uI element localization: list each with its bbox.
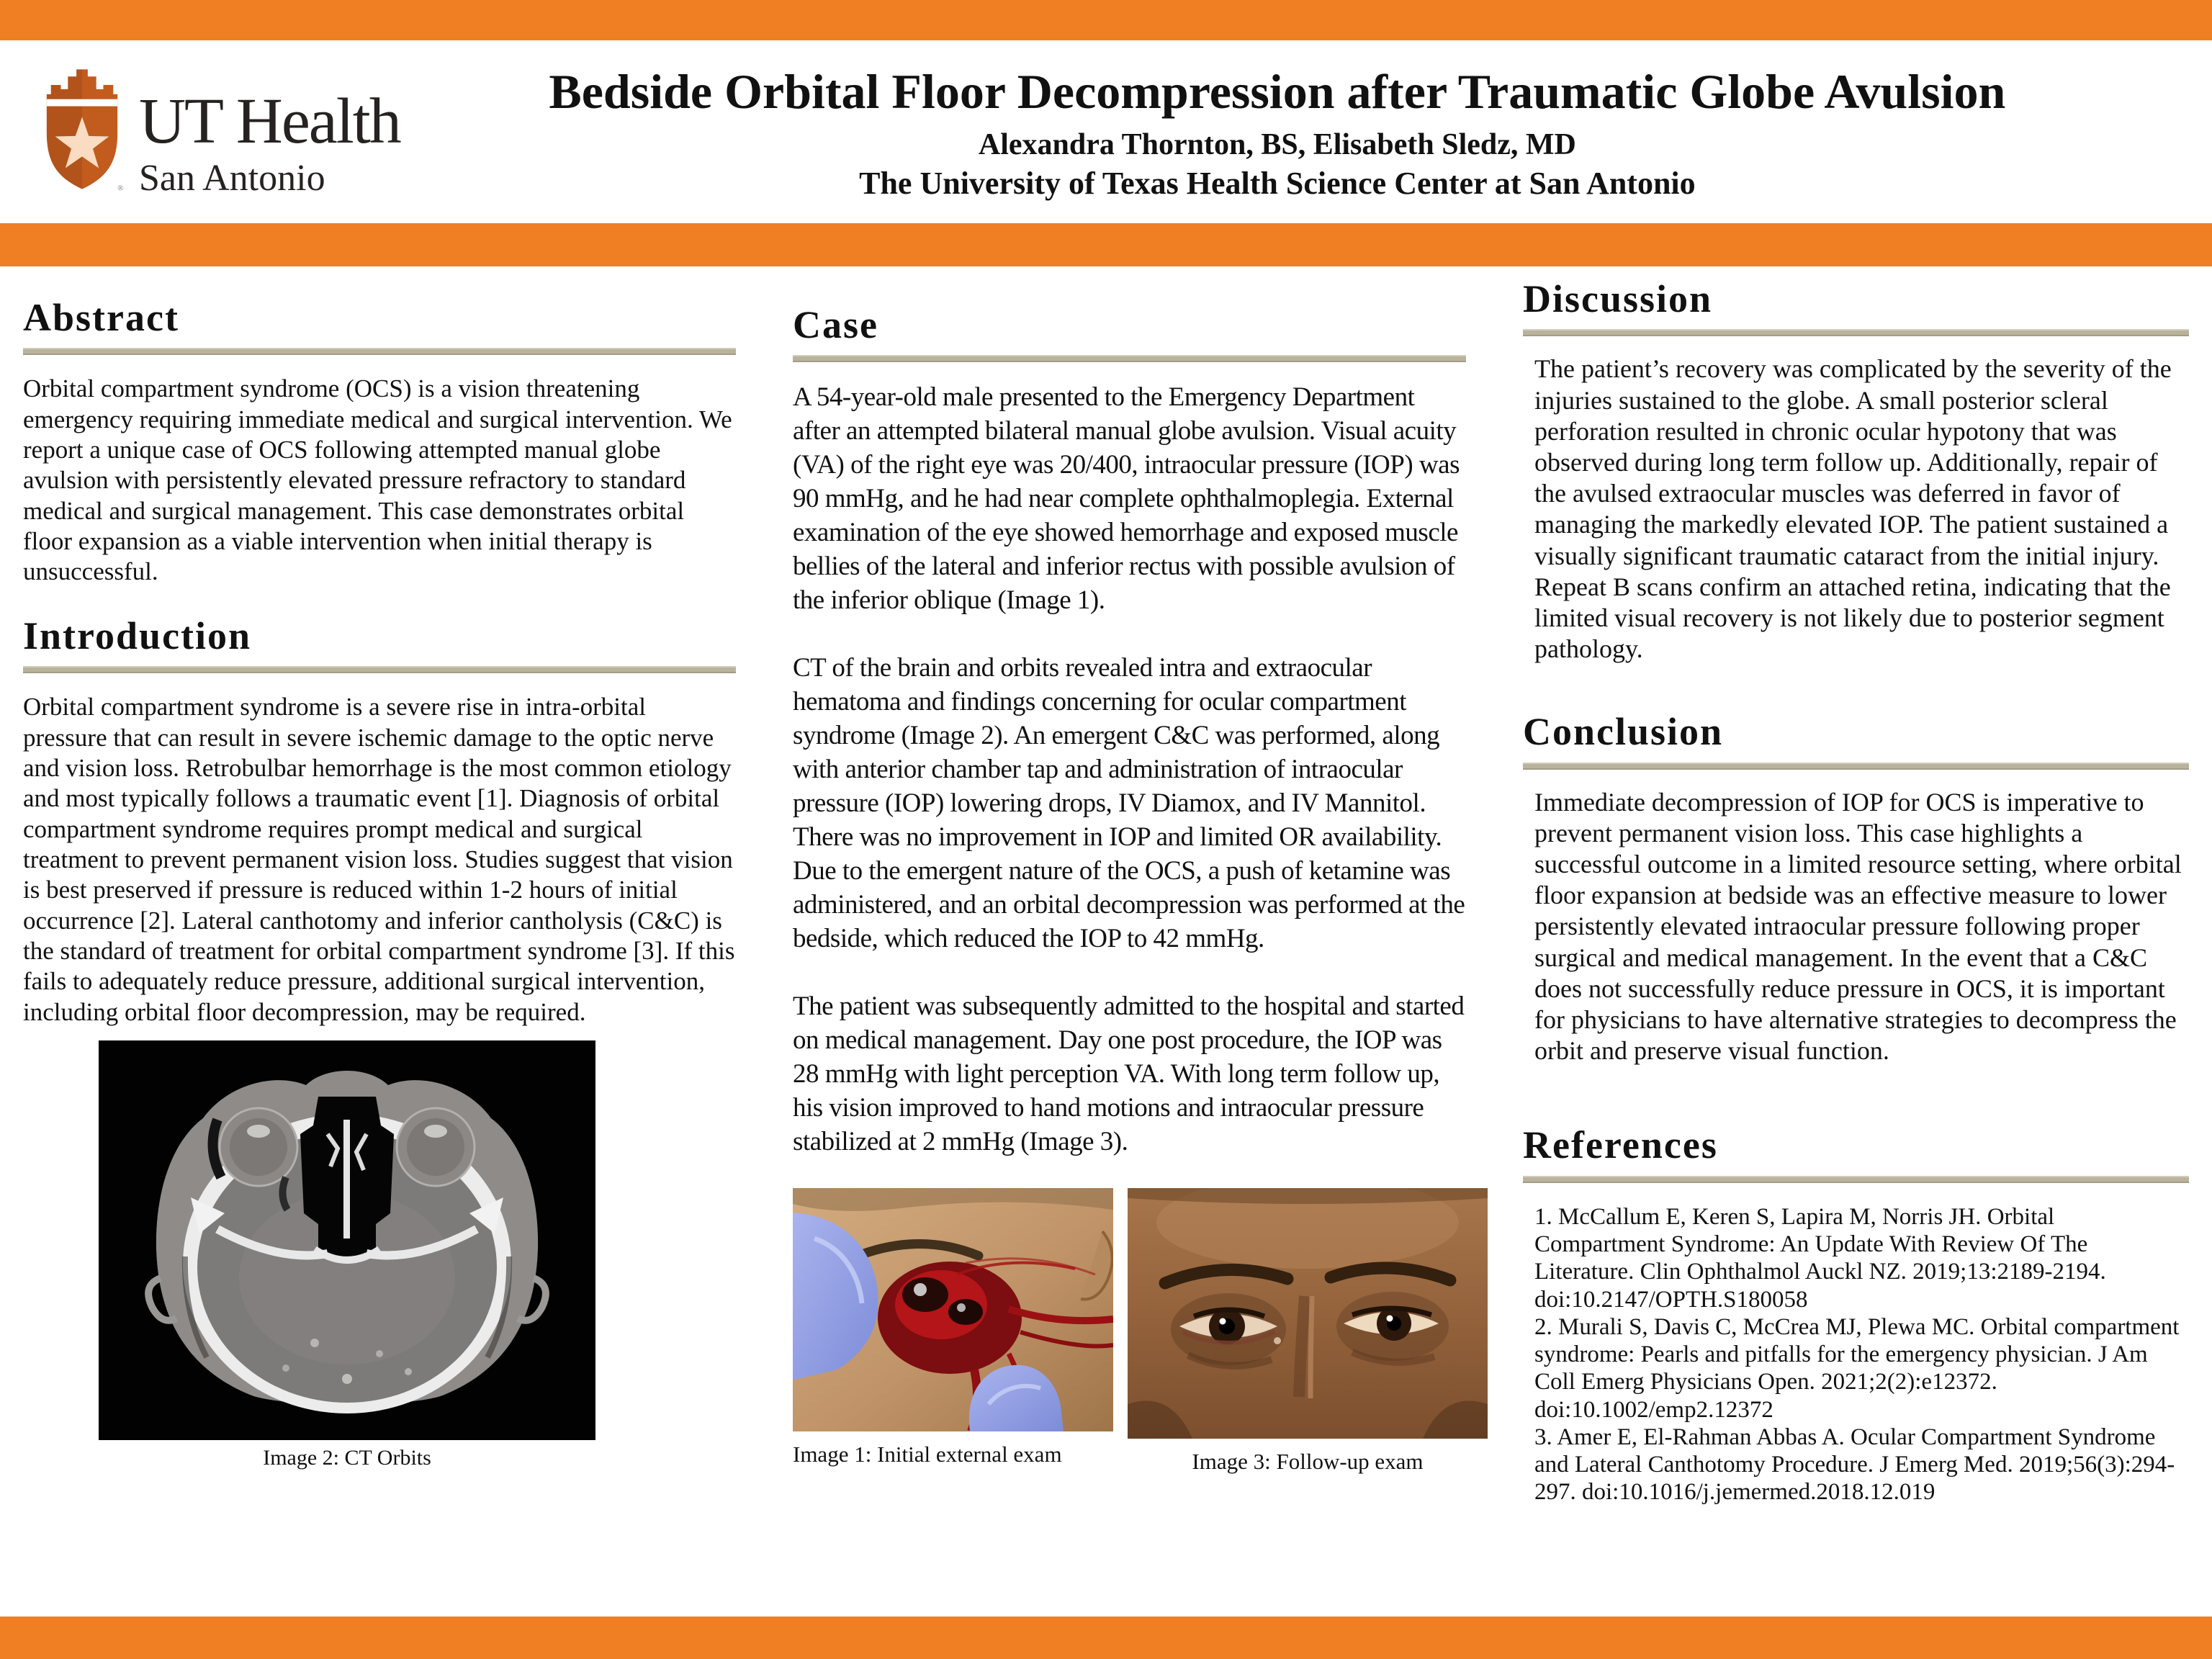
discussion-divider-rule	[1523, 329, 2189, 336]
case-paragraph-1: A 54-year-old male presented to the Emergency Department after an attempted bilateral manual globe avulsion. Visual acuity (VA) of the right eye was 20/400, intraocular pressure (IOP) was 90 mmHg, and he had near complete ophthalmoplegia. External examination of the eye showed hemorrhage and exposed muscle bellies of the lateral and inferior rectus with possible avulsion of the inferior oblique (Image 1).	[793, 382, 1460, 616]
figure-ct-orbits	[99, 1040, 595, 1470]
follow-up-exam-image	[1128, 1188, 1488, 1439]
figure-initial-external-exam	[793, 1188, 1113, 1467]
poster-header	[0, 40, 2212, 223]
shield-band	[40, 99, 125, 107]
initial-external-exam-caption: Image 1: Initial external exam	[793, 1442, 1062, 1467]
abstract-heading: Abstract	[23, 296, 179, 339]
poster-affiliation: The University of Texas Health Science Center at San Antonio	[859, 165, 1696, 201]
abstract-divider-rule	[23, 348, 736, 355]
case-figures-row	[793, 1188, 1466, 1475]
reference-item: 1. McCallum E, Keren S, Lapira M, Norris JH. Orbital Compartment Syndrome: An Update With Review Of The Literature. Clin Ophthalmol Auckl NZ. 2019;13:2189-2194. doi:10.2147/OPTH.S180058	[1534, 1203, 2106, 1313]
reference-item: 3. Amer E, El-Rahman Abbas A. Ocular Compartment Syndrome and Lateral Canthotomy Procedure. J Emerg Med. 2019;56(3):294-297. doi:10.1016/j.jemermed.2018.12.019	[1534, 1424, 2175, 1506]
right-column	[1523, 266, 2189, 1617]
conclusion-text: Immediate decompression of IOP for OCS is imperative to prevent permanent vision loss. This case highlights a successful outcome in a limited resource setting, where orbital floor expansion at bedside was an effective measure to lower persistently elevated intraocular pressure following proper surgical and medical management. In the event that a C&C does not successfully reduce pressure in OCS, it is important for physicians to have alternative strategies to decompress the orbit and preserve visual function.	[1534, 787, 2182, 1066]
registered-mark: ®	[117, 184, 124, 193]
case-heading: Case	[793, 303, 878, 346]
ut-shield-icon	[40, 65, 125, 193]
introduction-heading: Introduction	[23, 613, 252, 657]
follow-up-exam-caption: Image 3: Follow-up exam	[1192, 1449, 1424, 1475]
logo-org-location: San Antonio	[139, 158, 325, 199]
abstract-text: Orbital compartment syndrome (OCS) is a vision threatening emergency requiring immediate medical and surgical intervention. We report a unique case of OCS following attempted manual globe avulsion with persistently elevated pressure refractory to standard medical and surgical management. This case demonstrates orbital floor expansion as a viable intervention when initial therapy is unsuccessful.	[23, 374, 732, 586]
introduction-divider-rule	[23, 666, 736, 673]
middle-column	[793, 266, 1466, 1617]
top-orange-band	[0, 0, 2212, 40]
conclusion-divider-rule	[1523, 763, 2189, 770]
ct-orbits-image	[99, 1040, 595, 1440]
ut-health-logo	[40, 60, 400, 197]
case-paragraph-2: CT of the brain and orbits revealed intra and extraocular hematoma and findings concerning for ocular compartment syndrome (Image 2). An emergent C&C was performed, along with anterior chamber tap and administration of intraocular pressure (IOP) lowering drops, IV Diamox, and IV Mannitol. There was no improvement in IOP and limited OR availability. Due to the emergent nature of the OCS, a push of ketamine was administered, and an orbital decompression was performed at the bedside, which reduced the IOP to 42 mmHg.	[793, 653, 1465, 954]
figure-follow-up-exam	[1128, 1188, 1488, 1475]
conclusion-heading: Conclusion	[1523, 710, 1724, 754]
logo-org-name: UT Health	[139, 86, 400, 157]
references-heading: References	[1523, 1123, 1718, 1167]
introduction-text: Orbital compartment syndrome is a severe rise in intra-orbital pressure that can result in severe ischemic damage to the optic nerve and vision loss. Retrobulbar hemorrhage is the most common etiology and most typically follows a traumatic event [1]. Diagnosis of orbital compartment syndrome requires prompt medical and surgical treatment to prevent permanent vision loss. Studies suggest that vision is best preserved if pressure is reduced within 1-2 hours of initial occurrence [2]. Lateral canthotomy and inferior cantholysis (C&C) is the standard of treatment for orbital compartment syndrome [3]. If this fails to adequately reduce pressure, additional surgical intervention, including orbital floor decompression, may be required.	[23, 693, 735, 1026]
left-column	[23, 266, 736, 1617]
shield-shade	[40, 66, 82, 192]
bottom-orange-band	[0, 1617, 2212, 1659]
header-divider-orange-band	[0, 223, 2212, 266]
poster-authors: Alexandra Thornton, BS, Elisabeth Sledz, MD	[978, 127, 1576, 161]
initial-external-exam-image	[793, 1188, 1113, 1431]
header-text-block	[400, 60, 2183, 202]
poster-title: Bedside Orbital Floor Decompression after Traumatic Globe Avulsion	[549, 64, 2006, 119]
case-paragraph-3: The patient was subsequently admitted to the hospital and started on medical management. Day one post procedure, the IOP was 28 mmHg with light perception VA. With long term follow up, his vision improved to hand motions and intraocular pressure stabilized at 2 mmHg (Image 3).	[793, 992, 1465, 1157]
ct-orbits-caption: Image 2: CT Orbits	[263, 1445, 431, 1470]
reference-item: 2. Murali S, Davis C, McCrea MJ, Plewa MC. Orbital compartment syndrome: Pearls and pitfalls for the emergency physician. J Am Coll Emerg Physicians Open. 2021;2(2):e12372. doi:10.1002/emp2.12372	[1534, 1313, 2180, 1423]
references-list	[1523, 1203, 2189, 1506]
logo-text	[139, 86, 400, 199]
discussion-heading: Discussion	[1523, 277, 1713, 320]
references-divider-rule	[1523, 1176, 2189, 1183]
poster-body	[23, 266, 2189, 1617]
discussion-text: The patient’s recovery was complicated by the severity of the injuries sustained to the globe. A small posterior scleral perforation resulted in chronic ocular hypotony that was observed during long term follow up. Additionally, repair of the avulsed extraocular muscles was deferred in favor of managing the markedly elevated IOP. The patient sustained a visually significant traumatic cataract from the initial injury. Repeat B scans confirm an attached retina, indicating that the limited visual recovery is not likely due to posterior segment pathology.	[1534, 354, 2172, 664]
case-divider-rule	[793, 355, 1466, 362]
